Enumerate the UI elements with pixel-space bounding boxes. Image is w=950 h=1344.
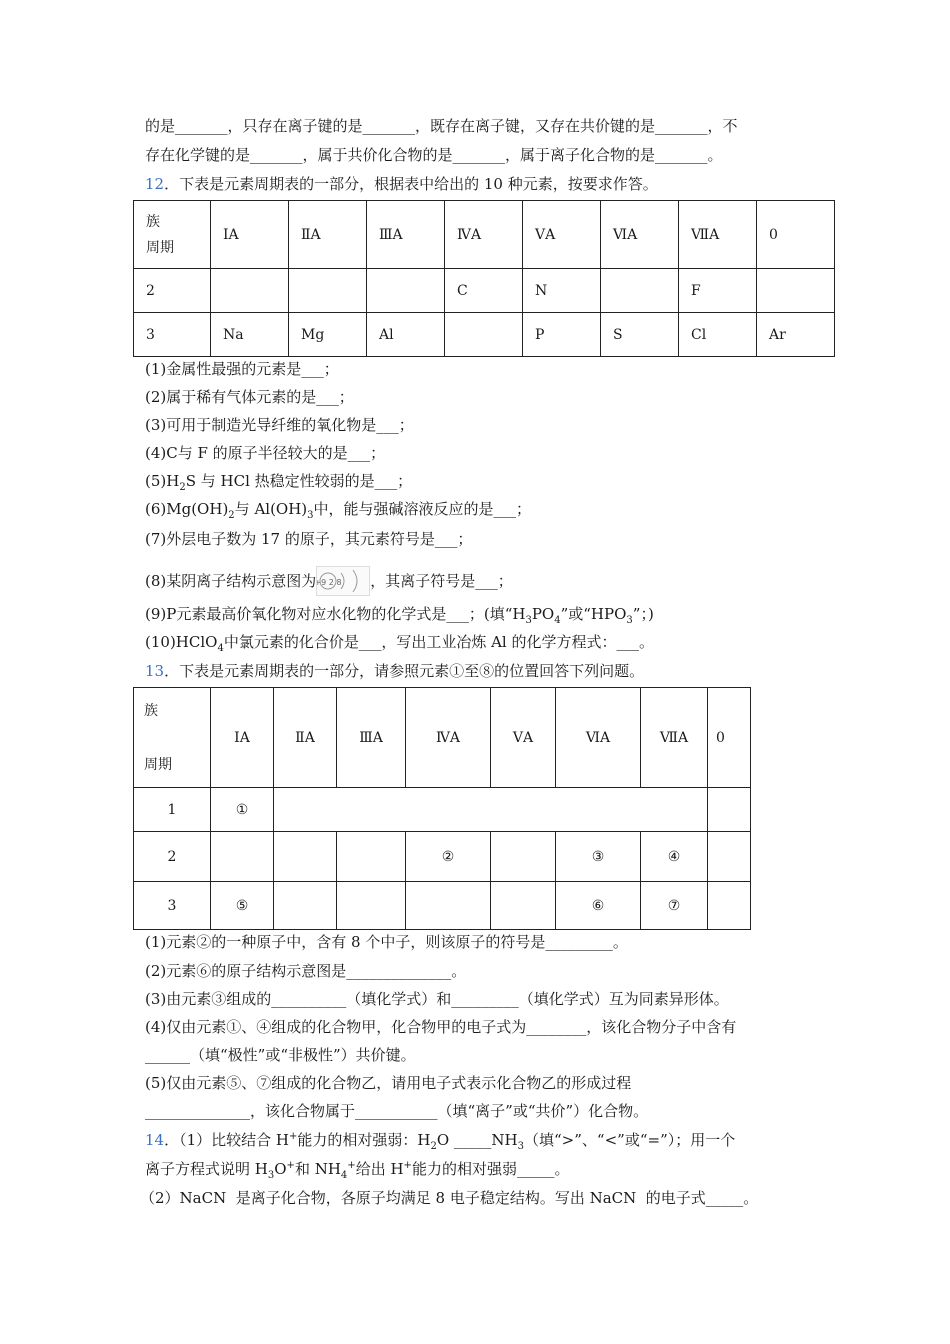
element-cell: Al (367, 313, 445, 357)
subscript: 3 (307, 510, 314, 521)
q13-item-1: (1)元素②的一种原子中，含有 8 个中子，则该原子的符号是_________。 (145, 933, 628, 951)
element-cell (708, 832, 751, 882)
q12-item-3: (3)可用于制造光导纤维的氧化物是___； (145, 416, 414, 434)
text: 能力的相对强弱_____。 (411, 1160, 570, 1178)
element-cell: ⑥ (556, 882, 641, 930)
header-cell: ⅦA (641, 688, 708, 788)
header-cell: ⅥA (556, 688, 641, 788)
header-cell: ⅡA (274, 688, 337, 788)
question-number: 13 (145, 662, 165, 680)
header-cell: ⅢA (337, 688, 406, 788)
element-cell: ⑦ (641, 882, 708, 930)
text: 和 NH (294, 1160, 341, 1178)
text: ”；) (632, 605, 654, 623)
text: PO (531, 605, 555, 623)
text-line: 的是_______，只存在离子键的是_______，既存在离子键，又存在共价键的是_______，不 (145, 117, 738, 135)
text: （填“>”、“<”或“=”）；用一个 (524, 1131, 736, 1149)
element-cell (491, 882, 556, 930)
element-cell: ⑤ (211, 882, 274, 930)
q13-item-2: (2)元素⑥的原子结构示意图是______________。 (145, 962, 467, 980)
text: ．（1）比较结合 H (164, 1131, 289, 1149)
q12-item-6 (145, 499, 531, 519)
element-cell: ③ (556, 832, 641, 882)
q13-item-3: (3)由元素③组成的__________（填化学式）和_________（填化学式）互为同素异形体。 (145, 990, 729, 1008)
corner-period-label: 周期 (146, 239, 174, 256)
subscript: 3 (267, 1170, 275, 1181)
superscript: + (347, 1160, 356, 1171)
element-cell: ④ (641, 832, 708, 882)
text: (10)HClO (145, 633, 218, 651)
empty-span-cell (274, 788, 708, 832)
element-cell: Ar (757, 313, 835, 357)
periodic-table-q13 (133, 687, 751, 930)
header-cell: ⅢA (367, 201, 445, 269)
period-cell: 3 (134, 313, 211, 357)
header-cell: ⅠA (211, 201, 289, 269)
subscript: 4 (340, 1170, 348, 1181)
header-cell: ⅠA (211, 688, 274, 788)
element-cell: S (601, 313, 679, 357)
element-cell (601, 269, 679, 313)
question-14-part-1 (145, 1130, 735, 1150)
element-cell: Na (211, 313, 289, 357)
period-cell: 2 (134, 832, 211, 882)
text: (9)P元素最高价氧化物对应水化物的化学式是___；(填“H (145, 605, 526, 623)
element-cell: F (679, 269, 757, 313)
header-cell: 0 (708, 688, 751, 788)
corner-period-label: 周期 (144, 756, 172, 773)
element-cell (367, 269, 445, 313)
element-cell (211, 832, 274, 882)
element-cell: P (523, 313, 601, 357)
corner-group-label: 族 (144, 702, 158, 719)
q12-item-7: (7)外层电子数为 17 的原子，其元素符号是___； (145, 530, 473, 548)
text: 能力的相对强弱：H (297, 1131, 431, 1149)
header-cell: ⅤA (523, 201, 601, 269)
q13-item-4: (4)仅由元素①、④组成的化合物甲，化合物甲的电子式为________，该化合物分子中含有 (145, 1018, 737, 1036)
subscript: 3 (626, 615, 633, 626)
header-cell: ⅡA (289, 201, 367, 269)
corner-cell (134, 201, 211, 269)
text: ”或“HPO (560, 605, 627, 623)
element-cell (337, 882, 406, 930)
text-line: 存在化学键的是_______，属于共价化合物的是_______，属于离子化合物的是_______。 (145, 146, 723, 164)
question-13-stem (145, 661, 644, 681)
text: 给出 H (355, 1160, 404, 1178)
question-number: 12 (145, 175, 165, 193)
period-cell: 1 (134, 788, 211, 832)
element-cell: C (445, 269, 523, 313)
element-cell (274, 832, 337, 882)
subscript: 3 (525, 615, 532, 626)
element-cell (445, 313, 523, 357)
element-cell (708, 882, 751, 930)
text: ，其离子符号是___； (370, 572, 513, 590)
element-cell: ① (211, 788, 274, 832)
stem-text: ．下表是元素周期表的一部分，请参照元素①至⑧的位置回答下列问题。 (164, 662, 645, 680)
element-cell: Mg (289, 313, 367, 357)
q13-item-5: (5)仅由元素⑤、⑦组成的化合物乙，请用电子式表示化合物乙的形成过程 (145, 1074, 632, 1092)
header-cell: 0 (757, 201, 835, 269)
superscript: + (403, 1160, 412, 1171)
text: 与 Al(OH) (234, 500, 308, 518)
period-cell: 3 (134, 882, 211, 930)
corner-cell (134, 688, 211, 788)
header-cell: ⅦA (679, 201, 757, 269)
q12-item-1: (1)金属性最强的元素是___； (145, 360, 339, 378)
subscript: 2 (430, 1141, 437, 1152)
q12-item-4: (4)C与 F 的原子半径较大的是___； (145, 444, 386, 462)
subscript: 2 (228, 510, 235, 521)
header-cell: ⅣA (445, 201, 523, 269)
q13-item-4-cont: ______（填“极性”或“非极性”）共价键。 (145, 1046, 416, 1064)
element-cell (211, 269, 289, 313)
q12-item-8 (145, 566, 513, 596)
element-cell: ② (406, 832, 491, 882)
q12-item-9 (145, 604, 654, 624)
text: (8)某阴离子结构示意图为 (145, 572, 317, 590)
periodic-table-q12 (133, 200, 835, 357)
text: (6)Mg(OH) (145, 500, 229, 518)
element-cell (274, 882, 337, 930)
element-cell (757, 269, 835, 313)
question-14-part-2: （2）NaCN 是离子化合物，各原子均满足 8 电子稳定结构。写出 NaCN 的电子式_____。 (140, 1189, 759, 1207)
question-14-part-1-cont (145, 1159, 569, 1179)
text: O (274, 1160, 287, 1178)
text: (5)H (145, 472, 180, 490)
header-cell: ⅤA (491, 688, 556, 788)
ion-structure-diagram-icon (316, 566, 370, 596)
text: 中，能与强碱溶液反应的是___； (313, 500, 532, 518)
header-cell: ⅣA (406, 688, 491, 788)
diagram-label: +9 2 8 (317, 578, 342, 587)
text: S 与 HCl 热稳定性较弱的是___； (185, 472, 413, 490)
text: 中氯元素的化合价是___，写出工业冶炼 Al 的化学方程式：___。 (223, 633, 654, 651)
q12-item-10 (145, 632, 654, 652)
subscript: 4 (217, 643, 224, 654)
superscript: + (286, 1160, 295, 1171)
q12-item-5 (145, 471, 412, 491)
corner-group-label: 族 (146, 213, 160, 230)
stem-text: ．下表是元素周期表的一部分，根据表中给出的 10 种元素，按要求作答。 (164, 175, 658, 193)
q13-item-5-cont: ______________，该化合物属于___________（填“离子”或“共价”）化合物。 (145, 1102, 649, 1120)
element-cell: N (523, 269, 601, 313)
element-cell (406, 882, 491, 930)
element-cell (289, 269, 367, 313)
text: O _____NH (436, 1131, 518, 1149)
question-12-stem (145, 174, 658, 194)
element-cell: Cl (679, 313, 757, 357)
superscript: + (289, 1131, 298, 1142)
element-cell (491, 832, 556, 882)
element-cell (337, 832, 406, 882)
q12-item-2: (2)属于稀有气体元素的是___； (145, 388, 354, 406)
text: 离子方程式说明 H (145, 1160, 268, 1178)
subscript: 2 (179, 482, 186, 493)
element-cell (708, 788, 751, 832)
question-number: 14 (145, 1131, 165, 1149)
header-cell: ⅥA (601, 201, 679, 269)
subscript: 4 (554, 615, 561, 626)
period-cell: 2 (134, 269, 211, 313)
subscript: 3 (517, 1141, 525, 1152)
